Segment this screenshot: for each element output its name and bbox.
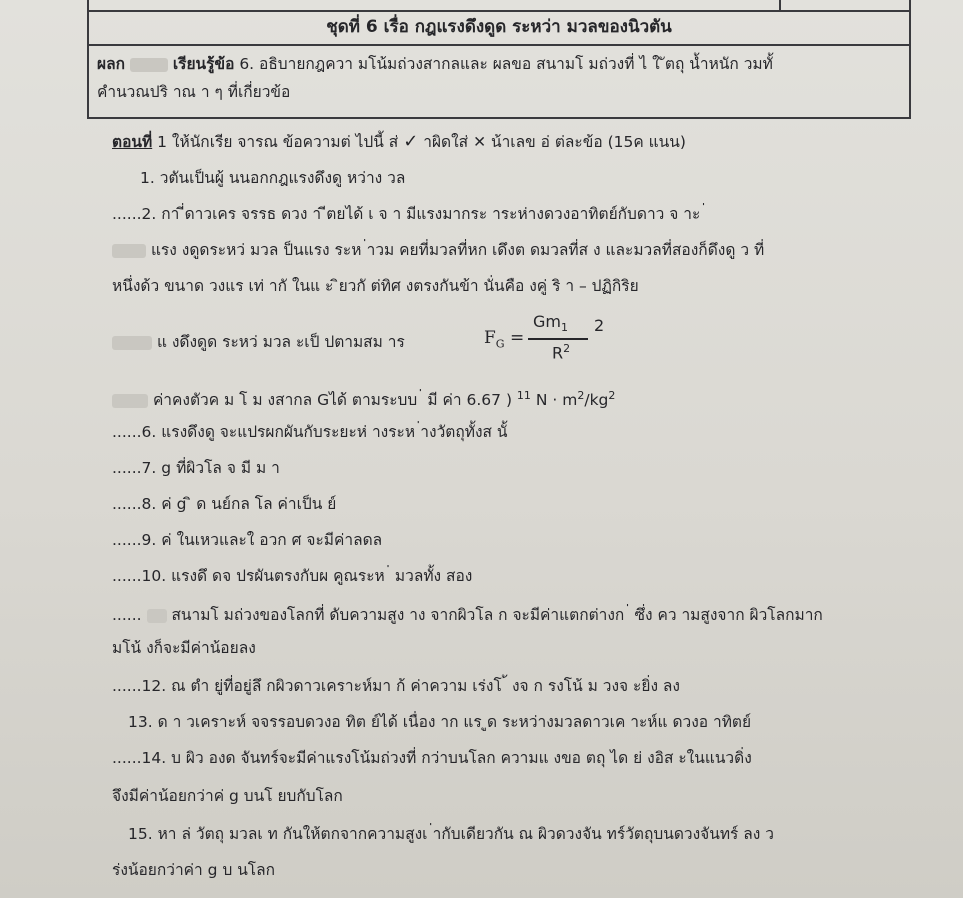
item-line — [112, 636, 256, 660]
unit-tail: /kg — [584, 391, 609, 410]
item-number: 13. — [128, 713, 153, 731]
redacted-blob — [112, 394, 148, 408]
check-mark-icon: ✓ — [403, 131, 419, 152]
item-text: บ ผิว องด จันทร์จะมีค่าแรงโน้มถ่วงที่ กว่าบนโลก ความแ งขอ ตถุ ได ย่ งอิส ะในแนวดิ่ง — [171, 749, 752, 767]
formula-exponent: 2 — [594, 316, 605, 335]
item-line — [128, 710, 751, 734]
item-text: ด า วเคราะห์ จจรรอบดวงอ ทิต ย์ได้ เนื่อง าก แร ูด ระหว่างมวลดาวเค าะห์แ ดวงอ าทิตย์ — [157, 713, 752, 731]
formula-denominator: $R^2$ — [552, 342, 571, 363]
redacted-blob — [130, 58, 168, 72]
item-text: ค่าคงตัวค ม โ ม งสากล Gได้ ตามระบบ ่ มี ค่า 6.67 ) — [152, 391, 517, 410]
item-text: วตันเป็นผู้ นนอกกฎแรงดึงดู หว่าง วล — [159, 169, 406, 187]
item-text: หา ล่ วัตถุ มวลเ ท กันให้ตกจากความสูงเ ่ากับเดียวกัน ณ ผิวดวงจัน ทร์วัตถุบนดวงจันทร์ ลง ว — [157, 825, 774, 843]
item-line — [112, 330, 405, 354]
item-number: ......2. — [112, 205, 157, 223]
redacted-blob — [147, 609, 167, 623]
item-line — [112, 238, 764, 262]
unit-exponent: 2 — [577, 389, 585, 402]
item-text: แรงดึงดู จะแปรผกผันกับระยะห่ างระห ่างวัตถุทั้งส นั้ — [161, 423, 508, 441]
item-text: มโน้ งก็จะมีค่าน้อยลง — [112, 639, 256, 657]
item-text: กา ี่ดาวเคร จรรธ ดวง า ีตยได้ เ จ า มีแรงมากระ าระห่างดวงอาทิตย์กับดาว จ าะ ่ — [161, 205, 706, 223]
item-line — [112, 528, 382, 552]
item-number: 1. — [140, 169, 155, 187]
header-table — [87, 0, 911, 119]
item-number: ......10. — [112, 567, 167, 585]
learning-objective — [97, 50, 901, 106]
instruction-label: ตอนที่ — [112, 133, 153, 151]
item-text: ร่งน้อยกว่าค่า g บ นโลก — [112, 861, 276, 879]
item-line — [112, 603, 823, 627]
item-text: แ งดึงดูด ระหว่ มวล ะเป็ ปตามสม าร — [156, 333, 405, 351]
instruction-line — [112, 130, 686, 154]
instruction-text-3: น้าเลข อ่ ต่ละข้อ (15ค แนน) — [491, 133, 686, 151]
item-line — [112, 784, 343, 808]
set-title: ชุดที่ 6 เรื่อ กฎแรงดึงดูด ระหว่า มวลของนิวตัน — [89, 10, 909, 46]
item-text: g ที่ผิวโล จ มี ม า — [161, 459, 280, 477]
item-line — [112, 420, 508, 444]
item-text: สนามโ มถ่วงของโลกที่ ดับความสูง าง จากผิวโล ก จะมีค่าแตกต่างก ่ ซึ่ง คว ามสูงจาก ผิวโลกมาก — [171, 606, 823, 624]
item-number: 15. — [128, 825, 153, 843]
item-text: ค่ g ิ ด นย์กล โล ค่าเป็น ย์ — [161, 495, 337, 513]
item-text: ณ ตำ ยู่ที่อยู่ลึ กผิวดาวเคราะห์มา ก้ ค่าความ เร่งโ ้ งจ ก รงโน้ ม วงจ ะยิ่ง ลง — [171, 677, 680, 695]
item-line — [112, 564, 472, 588]
item-text: แรงดึ ดจ ปรผันตรงกับผ คูณระห ่ มวลทั้ง สอง — [171, 567, 473, 585]
item-line — [112, 746, 752, 770]
cross-mark-icon: ✕ — [473, 133, 487, 151]
item-number: ......7. — [112, 459, 157, 477]
unit-tail-exponent: 2 — [608, 389, 616, 402]
objective-line2: คำนวณปริ าณ า ๆ ที่เกี่ยวข้อ — [97, 83, 291, 101]
item-line — [112, 674, 680, 698]
item-text: แรง งดูดระหว่ มวล ป็นแรง ระห ่าวม คยที่มวลที่หก เดึงต ดมวลที่ส ง และมวลที่สองก็ดึงดู ว ที่ — [150, 241, 765, 259]
item-line — [112, 202, 706, 226]
constant-exponent: 11 — [516, 389, 531, 402]
item-line — [128, 822, 774, 846]
item-text: ค่ ในเหวและใ อวก ศ จะมีค่าลดล — [161, 531, 383, 549]
formula-numerator: $Gm_1$ — [533, 312, 568, 335]
item-number: ......6. — [112, 423, 157, 441]
objective-line1: 6. อธิบายกฎควา มโน้มถ่วงสากลและ ผลขอ สนามโ มถ่วงที่ ไ ใ ัตถุ น้ำหนัก วมทั้ — [239, 55, 773, 73]
objective-prefix: ผลก — [97, 55, 125, 73]
instruction-text-2: าผิดใส่ — [423, 133, 469, 151]
item-line — [112, 384, 615, 412]
item-line — [112, 858, 275, 882]
item-number: ......14. — [112, 749, 167, 767]
redacted-blob — [112, 244, 146, 258]
fraction-bar — [528, 338, 588, 340]
table-divider — [779, 0, 781, 10]
item-number: ......9. — [112, 531, 157, 549]
objective-bold: เรียนรู้ข้อ — [172, 55, 235, 73]
item-text: จึงมีค่าน้อยกว่าค่ g บนโ ยบกับโลก — [112, 787, 343, 805]
redacted-blob — [112, 336, 152, 350]
item-number: ......12. — [112, 677, 167, 695]
item-number: ...... — [112, 606, 142, 624]
constant-unit: N · m — [535, 391, 578, 410]
instruction-text-1: 1 ให้นักเรีย จารณ ข้อความต่ ไปนี้ ส่ — [157, 133, 399, 151]
item-text: หนึ่งด้ว ขนาด วงแร เท่ ากั ในแ ะ ิยวกั ต่ทิศ งตรงกันข้า นั่นคือ งคู่ ริ า – ปฏิกิริย — [112, 277, 639, 295]
item-line — [112, 492, 336, 516]
item-line — [112, 274, 639, 298]
formula-lhs: $F_G$ = — [484, 328, 525, 351]
item-number: ......8. — [112, 495, 157, 513]
item-line — [112, 456, 280, 480]
item-line — [140, 166, 405, 190]
